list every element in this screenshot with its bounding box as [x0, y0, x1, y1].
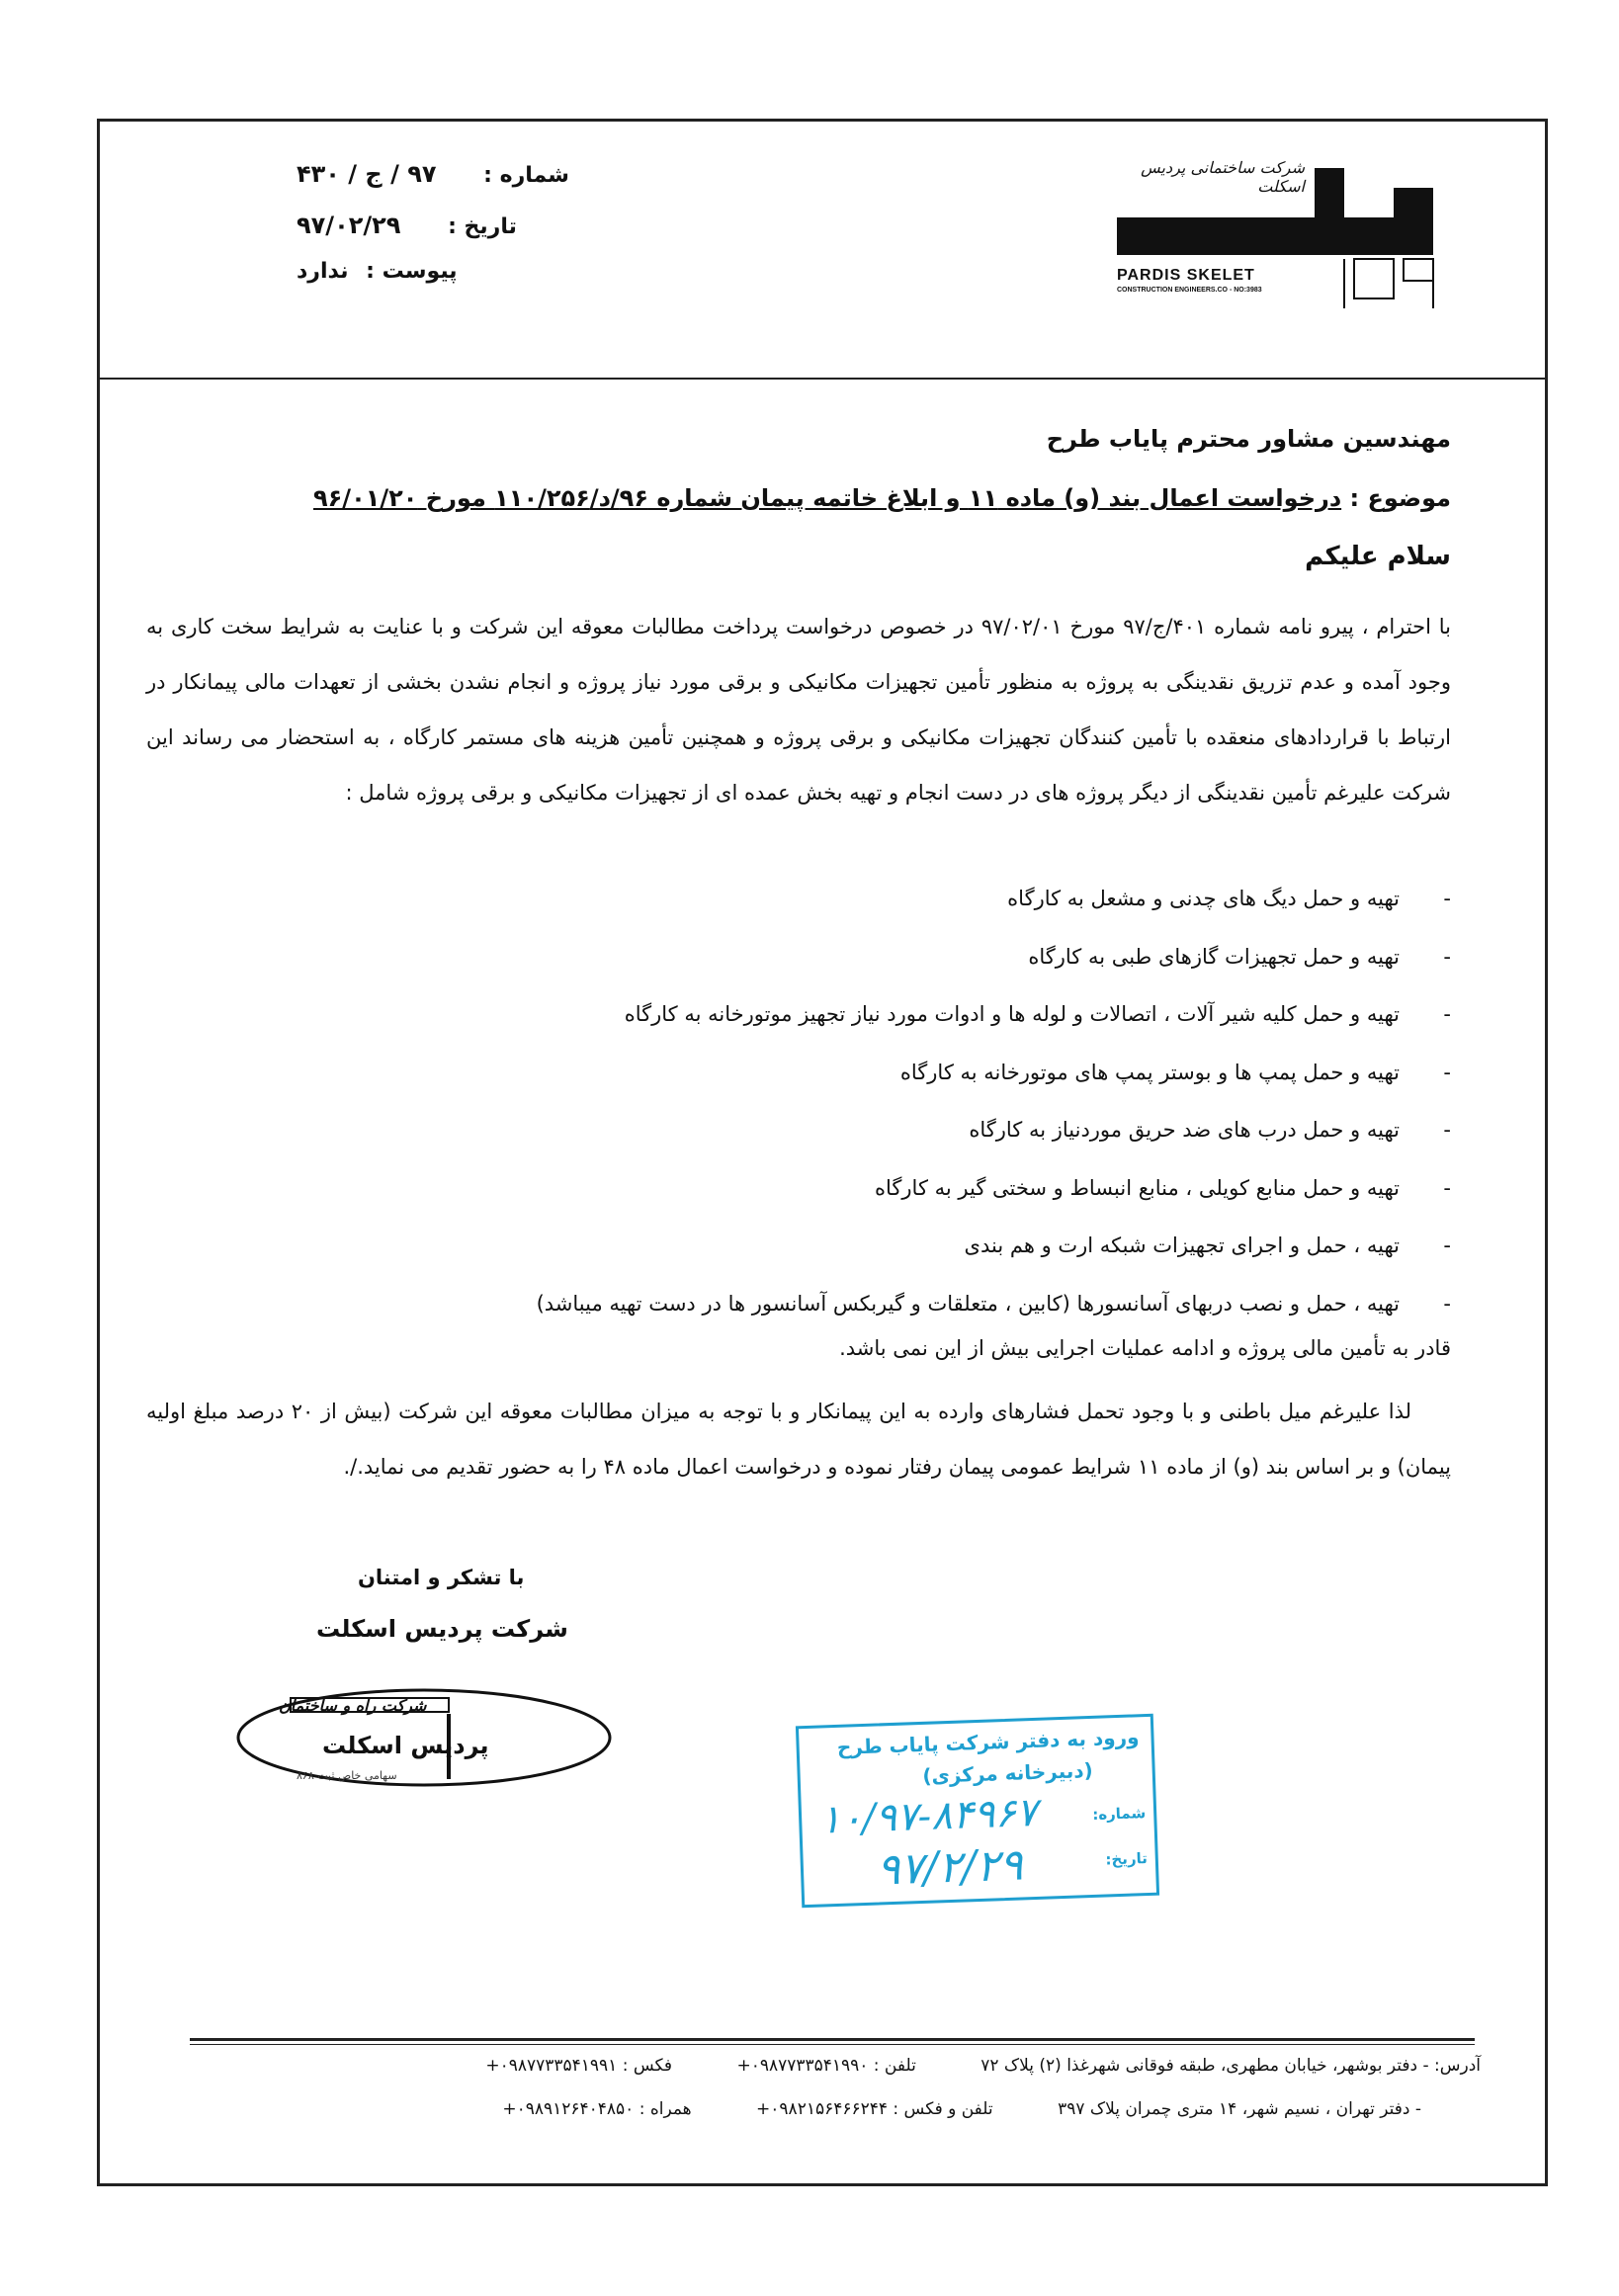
fax-label: فکس :	[622, 2056, 673, 2076]
bushehr-address: - دفتر بوشهر، خیابان مطهری، طبقه فوقانی شهرغذا (۲) پلاک ۷۲	[980, 2056, 1429, 2076]
footer-divider	[190, 2038, 1475, 2041]
paragraph-2: لذا علیرغم میل باطنی و با وجود تحمل فشارهای وارده به این پیمانکار و با توجه به میزان مطالبات معوقه این شرکت (بیش از ۲۰ درصد مبلغ اولیه پیمان) و بر اساس بند (و) از ماده ۱۱ شرایط عمومی پیمان رفتار نموده و درخواست اعمال ماده ۴۸ را به حضور تقدیم می نماید./.	[146, 1400, 1451, 1479]
logo-title: شرکت ساختمانی پردیس اسکلت	[1141, 158, 1305, 196]
receipt-stamp	[796, 1714, 1159, 1909]
logo-subtitle: CONSTRUCTION ENGINEERS.CO - NO:3983	[1117, 287, 1262, 294]
list-item: - تهیه و حمل درب های ضد حریق موردنیاز به کارگاه	[166, 1101, 1451, 1159]
stamp-date-label: تاریخ:	[1105, 1849, 1149, 1869]
equipment-list	[166, 870, 1451, 1332]
list-item: - تهیه و حمل دیگ های چدنی و مشعل به کارگاه	[166, 870, 1451, 928]
tehran-address: - دفتر تهران ، نسیم شهر، ۱۴ متری چمران پلاک ۳۹۷	[1058, 2099, 1421, 2119]
telfax-label: تلفن و فکس :	[893, 2099, 993, 2119]
number-label: شماره :	[483, 163, 569, 188]
after-list-text: قادر به تأمین مالی پروژه و ادامه عملیات اجرایی بیش از این نمی باشد.	[839, 1336, 1451, 1360]
date-value: ۹۷/۰۲/۲۹	[297, 212, 401, 239]
letter-date	[297, 212, 517, 239]
subject-line	[313, 484, 1451, 512]
greeting: سلام علیکم	[1305, 542, 1451, 571]
logo-english-name: PARDIS SKELET	[1117, 267, 1255, 284]
telfax-value: ۰۹۸۲۱۵۶۴۶۶۲۴۴+	[756, 2099, 888, 2119]
list-item: - تهیه ، حمل و نصب دربهای آسانسورها (کابین ، متعلقات و گیربکس آسانسور ها در دست تهیه میباشد)	[166, 1275, 1451, 1333]
fax-value: ۰۹۸۷۷۳۳۵۴۱۹۹۱+	[485, 2056, 618, 2076]
header-divider	[97, 378, 1548, 380]
recipient: مهندسین مشاور محترم پایاب طرح	[1046, 425, 1451, 453]
list-item: - تهیه و حمل پمپ ها و بوستر پمپ های موتورخانه به کارگاه	[166, 1044, 1451, 1102]
closing: با تشکر و امتنان	[358, 1566, 525, 1589]
footer-line-2	[502, 2099, 1481, 2119]
letter-number	[297, 160, 569, 188]
paragraph-1: با احترام ، پیرو نامه شماره ۴۰۱/ج/۹۷ مورخ ۹۷/۰۲/۰۱ در خصوص درخواست پرداخت مطالبات معوقه این شرکت و با عنایت به شرایط سخت کاری به وجود آمده و عدم تزریق نقدینگی به پروژه به منظور تأمین تجهیزات مکانیکی و برقی مورد نیاز پروژه و انجام نشدن بخشی از تعهدات مالی پیمانکار در ارتباط با قراردادهای منعقده با تأمین کنندگان تجهیزات مکانیکی و برقی پروژه و همچنین تأمین هزینه های مستمر کارگاه ، به استحضار می رساند این شرکت علیرغم تأمین نقدینگی از دیگر پروژه های در دست انجام و تهیه بخش عمده ای از تجهیزات مکانیکی و برقی پروژه شامل :	[146, 615, 1452, 805]
attachment-label: پیوست :	[366, 259, 458, 284]
mobile-label: همراه :	[639, 2099, 692, 2119]
stamp-number-value: ۱۰/۹۷-۸۴۹۶۷	[818, 1789, 1039, 1843]
stamp-number-label: شماره:	[1091, 1804, 1147, 1824]
letter-attachment	[297, 259, 458, 284]
mobile-value: ۰۹۸۹۱۲۶۴۰۴۸۵۰+	[502, 2099, 635, 2119]
list-item: - تهیه و حمل تجهیزات گازهای طبی به کارگاه	[166, 928, 1451, 986]
footer-divider-thin	[190, 2044, 1475, 2045]
address-label: آدرس:	[1434, 2056, 1481, 2076]
seal-bottom-text: سهامی خاص ثبت ۸۶۸	[297, 1769, 397, 1782]
stamp-subtitle: (دبیرخانه مرکزی)	[921, 1757, 1094, 1788]
list-item: - تهیه و حمل کلیه شیر آلات ، اتصالات و لوله ها و ادوات مورد نیاز تجهیز موتورخانه به کارگاه	[166, 985, 1451, 1044]
footer-line-1	[485, 2056, 1481, 2076]
attachment-value: ندارد	[297, 259, 349, 284]
number-value: ۹۷ / ج / ۴۳۰	[297, 160, 437, 188]
date-label: تاریخ :	[448, 214, 517, 239]
phone-value: ۰۹۸۷۷۳۳۵۴۱۹۹۰+	[736, 2056, 869, 2076]
stamp-date-value: ۹۷/۲/۲۹	[876, 1839, 1024, 1896]
subject-text: درخواست اعمال بند (و) ماده ۱۱ و ابلاغ خاتمه پیمان شماره ۹۶/د/۱۱۰/۲۵۶ مورخ ۹۶/۰۱/۲۰	[313, 484, 1342, 512]
phone-label: تلفن :	[873, 2056, 916, 2076]
seal-top-text: شرکت راه و ساختمان	[279, 1696, 427, 1715]
list-item: - تهیه و حمل منابع کویلی ، منابع انبساط و سختی گیر به کارگاه	[166, 1159, 1451, 1218]
signer-company: شرکت پردیس اسکلت	[316, 1615, 568, 1643]
list-item: - تهیه ، حمل و اجرای تجهیزات شبکه ارت و هم بندی	[166, 1217, 1451, 1275]
subject-label: موضوع :	[1349, 484, 1451, 512]
seal-name: پردیس اسکلت	[322, 1732, 489, 1759]
stamp-title: ورود به دفتر شرکت پایاب طرح	[836, 1725, 1140, 1759]
